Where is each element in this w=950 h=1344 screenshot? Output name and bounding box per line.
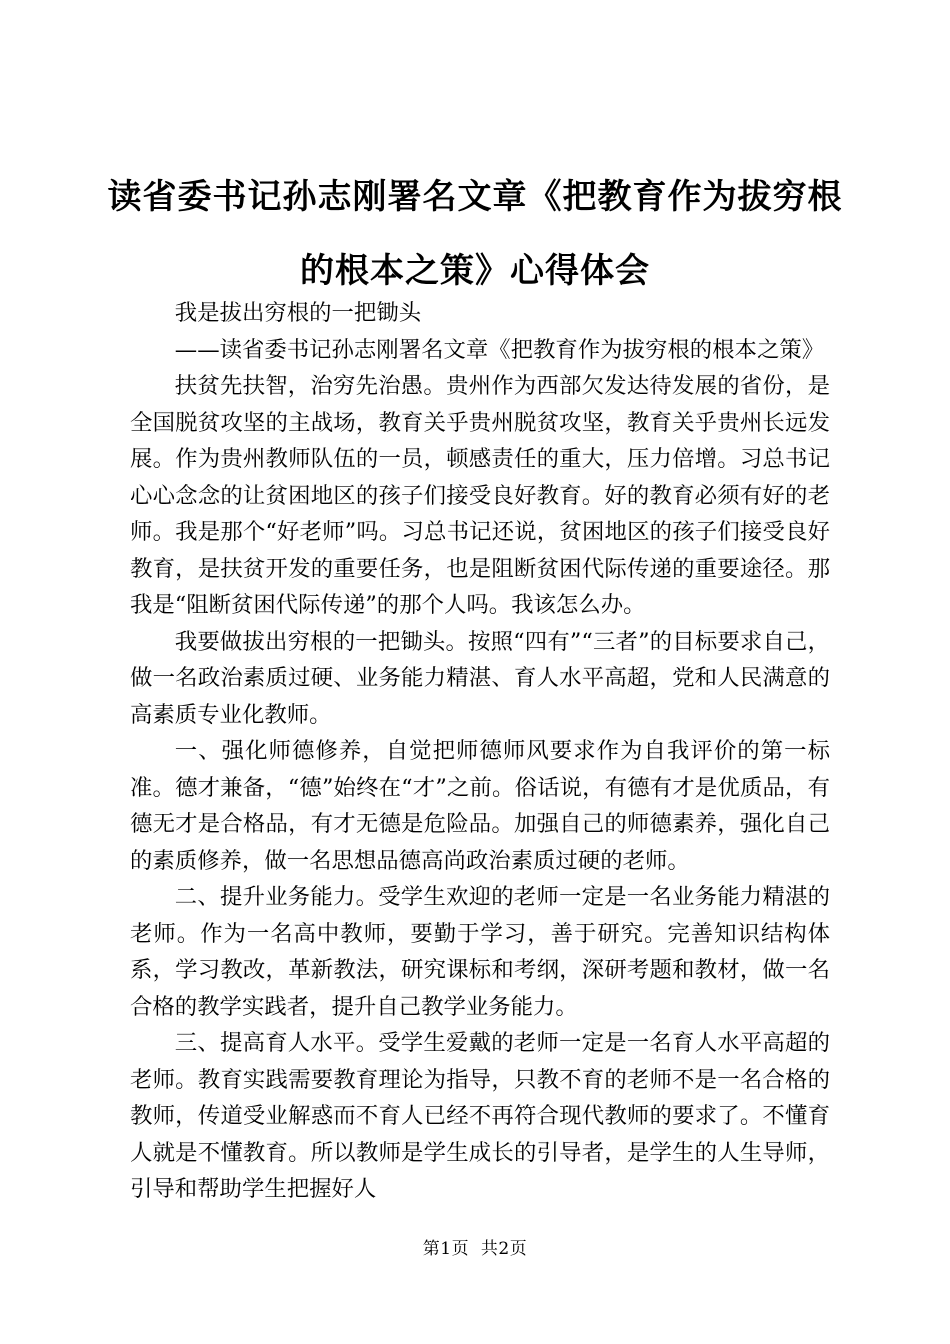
subtitle-line: 我是拔出穷根的一把锄头 (174, 300, 422, 326)
body-paragraph: 一、强化师德修养，自觉把师德师风要求作为自我评价的第一标准。德才兼备，“德”始终在“才”之前。俗话说，有德有才是优质品，有德无才是合格品，有才无德是危险品。加强自己的师德素养，强化自己的素质修养，做一名思想品德高尚政治素质过硬的老师。 (130, 738, 830, 874)
page-total: 共2页 (480, 1239, 528, 1259)
body-paragraph: 扶贫先扶智，治穷先治愚。贵州作为西部欠发达待发展的省份，是全国脱贫攻坚的主战场，教育关乎贵州脱贫攻坚，教育关乎贵州长远发展。作为贵州教师队伍的一员，顿感责任的重大，压力倍增。习总书记心心念念的让贫困地区的孩子们接受良好教育。好的教育必须有好的老师。我是那个“好老师”吗。习总书记还说，贫困地区的孩子们接受良好教育，是扶贫开发的重要任务，也是阻断贫困代际传递的重要途径。那我是“阻断贫困代际传递”的那个人吗。我该怎么办。 (130, 373, 830, 618)
body-paragraph: 二、提升业务能力。受学生欢迎的老师一定是一名业务能力精湛的老师。作为一名高中教师，要勤于学习，善于研究。完善知识结构体系，学习教改，革新教法，研究课标和考纲，深研考题和教材，做一名合格的教学实践者，提升自己教学业务能力。 (130, 884, 830, 1020)
document-body (130, 295, 830, 1208)
document-title: 读省委书记孙志刚署名文章《把教育作为拔穷根的根本之策》心得体会 (107, 177, 843, 291)
page-number: 第1页 (422, 1239, 470, 1259)
footer-separator (469, 1239, 481, 1259)
body-paragraph: 三、提高育人水平。受学生爱戴的老师一定是一名育人水平高超的老师。教育实践需要教育理论为指导，只教不育的老师不是一名合格的教师，传道受业解惑而不育人已经不再符合现代教师的要求了。不懂育人就是不懂教育。所以教师是学生成长的引导者，是学生的人生导师，引导和帮助学生把握好人 (130, 1030, 830, 1202)
page-footer (0, 1238, 950, 1260)
body-paragraph: 我要做拔出穷根的一把锄头。按照“四有”“三者”的目标要求自己，做一名政治素质过硬、业务能力精湛、育人水平高超，党和人民满意的高素质专业化教师。 (130, 628, 830, 728)
subtitle-source-line: ——读省委书记孙志刚署名文章《把教育作为拔穷根的根本之策》 (174, 336, 825, 363)
